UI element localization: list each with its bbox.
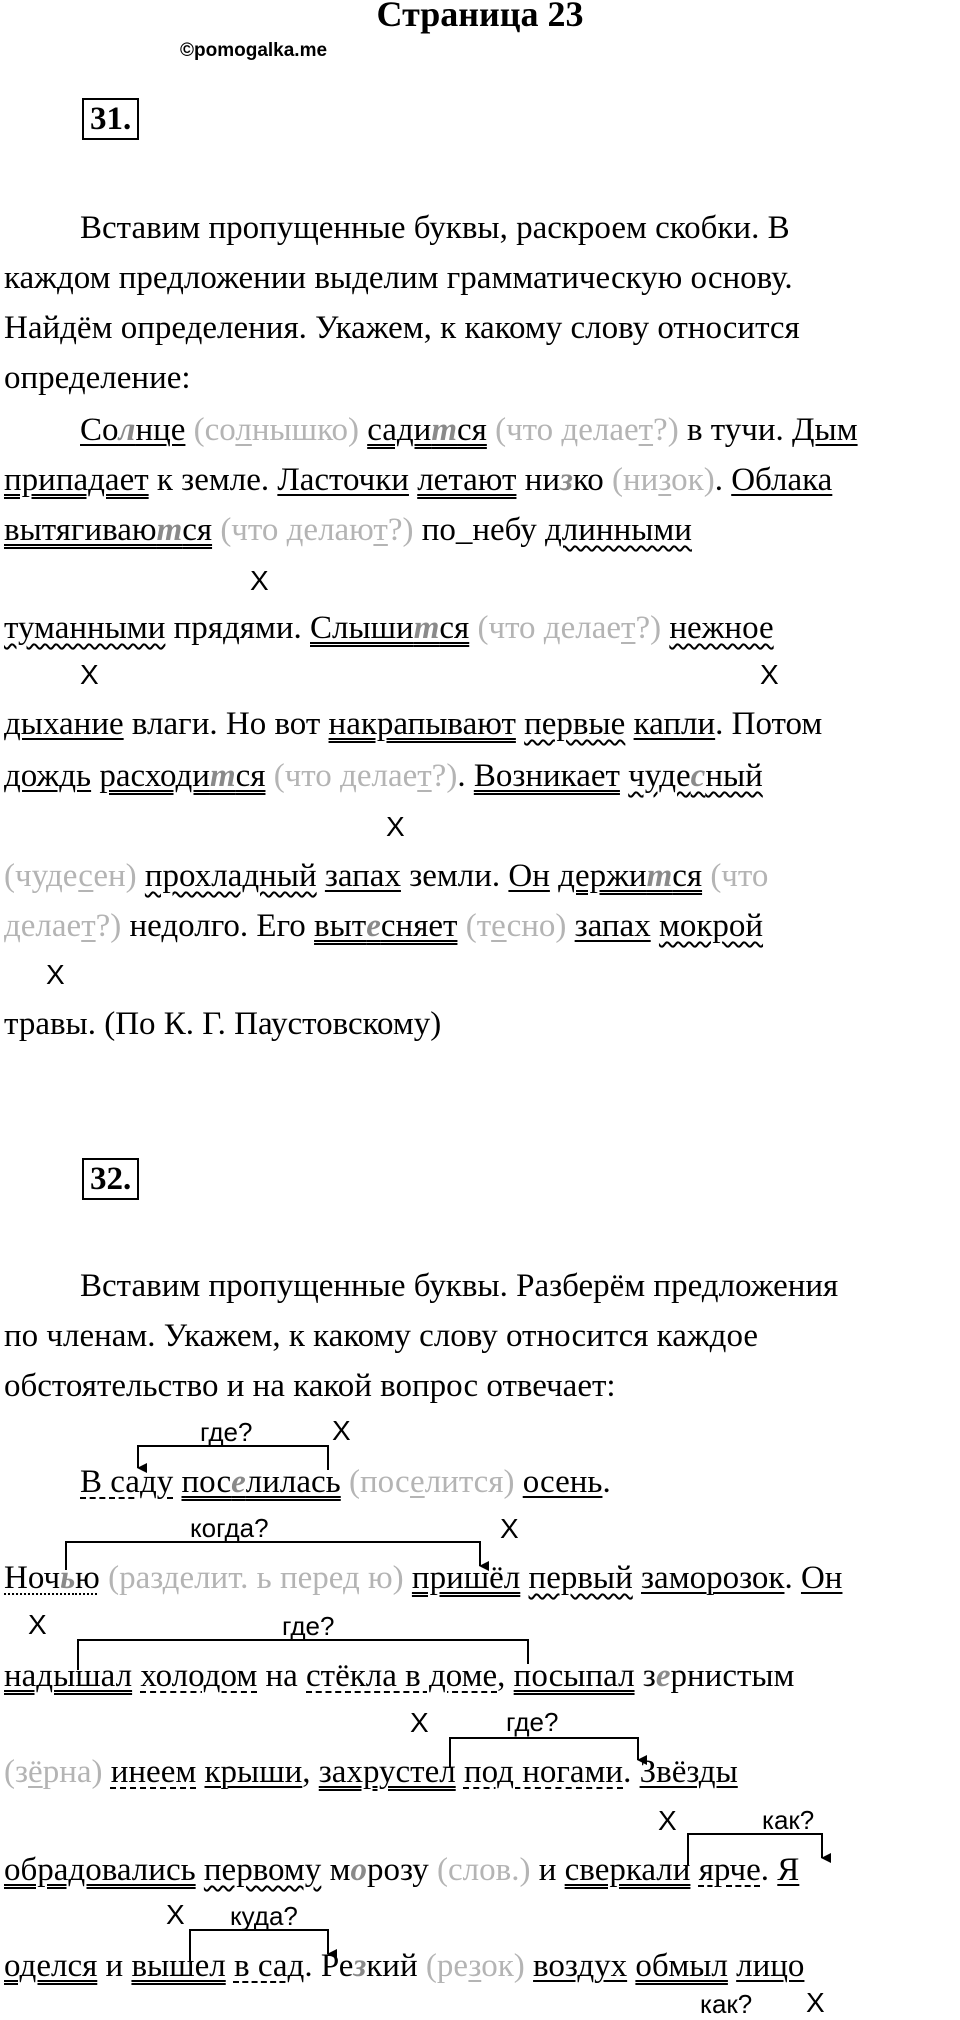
ex32-text-line-2: Ночью (разделит. ь перед ю) пришёл первый заморозок. Он (4, 1560, 843, 1596)
ex32-text-line-5: обрадовались первому морозу (слов.) и сверкали ярче. Я (4, 1852, 800, 1888)
ex31-last-line: травы. (По К. Г. Паустовскому) (4, 1006, 442, 1042)
ex31-marker: X (80, 659, 99, 690)
ex32-question-label: куда? (230, 1901, 298, 1931)
ex32-marker: X (28, 1609, 47, 1640)
ex32-text-line-6: оделся и вышел в сад. Резкий (резок) воздух обмыл лицо (4, 1948, 805, 1984)
watermark: ©pomogalka.me (180, 40, 328, 61)
ex31-marker: X (250, 565, 269, 596)
page-title: Страница 23 (376, 0, 584, 34)
ex32-text-line-3: надышал холодом на стёкла в доме, посыпал зернистым (4, 1658, 795, 1694)
ex32-intro-line-1: Вставим пропущенные буквы. Разберём предложения (80, 1268, 839, 1304)
ex31-text-line-8: туманными прядями. Слышится (что делает?) нежное (4, 610, 774, 646)
arrow-gde-3 (450, 1738, 638, 1768)
ex32-marker: X (332, 1415, 351, 1446)
ex32-question-label: когда? (190, 1513, 269, 1543)
arrow-gde-1 (138, 1446, 328, 1470)
ex31-intro-line-1: Вставим пропущенные буквы, раскроем скобки. В (80, 210, 790, 246)
exercise-32-number: 32. (82, 1158, 139, 1200)
ex31-intro-line-2: каждом предложении выделим грамматическую основу. (4, 260, 793, 296)
ex32-question-label: где? (200, 1417, 253, 1447)
ex31-marker: X (386, 811, 405, 842)
ex31-marker: X (760, 659, 779, 690)
ex32-marker: X (658, 1805, 677, 1836)
ex31-intro-line-4: определение: (4, 360, 191, 396)
ex31-text-line-5: Солнце (солнышко) садится (что делает?) в тучи. Дым (80, 412, 858, 448)
ex32-intro-line-3: обстоятельство и на какой вопрос отвечает: (4, 1368, 616, 1404)
ex31-text-line-12: делает?) недолго. Его вытесняет (тесно) запах мокрой (4, 908, 764, 944)
exercise-31-number: 31. (82, 98, 139, 140)
ex32-question-label: как? (762, 1805, 815, 1835)
arrow-kuda (190, 1930, 328, 1962)
ex31-intro-line-3: Найдём определения. Укажем, к какому слову относится (4, 310, 800, 346)
ex32-question-label: как? (700, 1989, 753, 2019)
ex32-marker: X (806, 1987, 825, 2018)
ex32-intro-line-2: по членам. Укажем, к какому слову относится каждое (4, 1318, 758, 1354)
ex32-marker: X (410, 1707, 429, 1738)
arrow-kak (688, 1834, 822, 1866)
ex31-text-line-7: вытягиваются (что делают?) по_небу длинными (4, 512, 692, 548)
ex32-question-label: где? (506, 1707, 559, 1737)
ex31-text-line-10: дождь расходится (что делает?). Возникает чудесный (4, 758, 763, 794)
ex32-text-line-1: В саду поселилась (поселится) осень. (80, 1464, 611, 1500)
ex31-marker: X (46, 959, 65, 990)
ex31-text-line-9: дыхание влаги. Но вот накрапывают первые капли. Потом (4, 706, 823, 742)
ex31-text-line-11: (чудесен) прохладный запах земли. Он держится (что (4, 858, 769, 894)
ex32-text-line-4: (зёрна) инеем крыши, захрустел под ногами. Звёзды (4, 1754, 738, 1790)
ex32-marker: X (166, 1899, 185, 1930)
arrow-gde-2 (78, 1640, 528, 1670)
arrow-kogda (66, 1542, 480, 1570)
ex31-text-line-6: припадает к земле. Ласточки летают низко (низок). Облака (4, 462, 833, 498)
ex32-question-label: где? (282, 1611, 335, 1641)
ex32-marker: X (500, 1513, 519, 1544)
